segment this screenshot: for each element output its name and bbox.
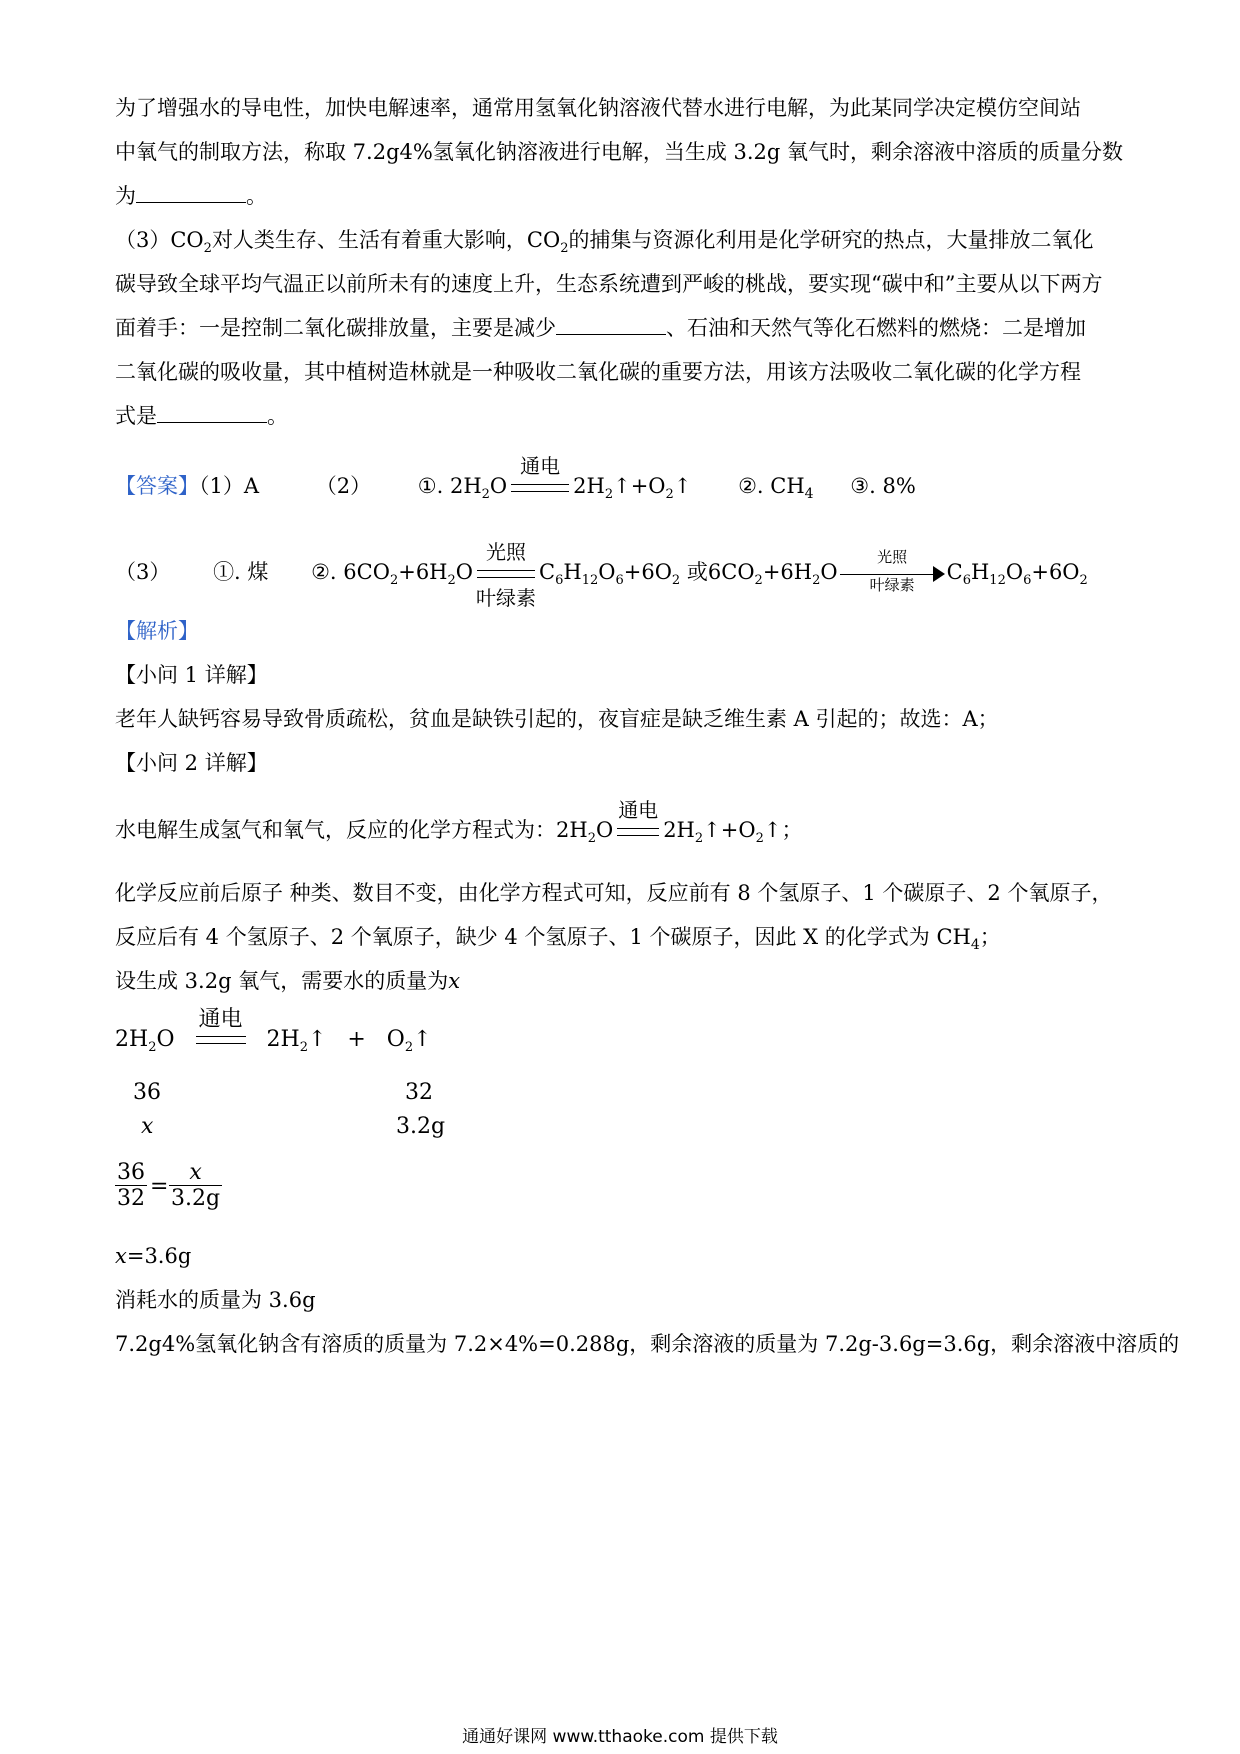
molar-mass-water: 36 (133, 1080, 161, 1105)
question-line-2: 中氧气的制取方法，称取 7.2g4%氢氧化钠溶液进行电解，当生成 3.2g 氧气时，剩余溶液中溶质的质量分数 (115, 140, 1124, 164)
var-x: x (448, 969, 461, 993)
reaction-arrow (509, 453, 571, 502)
ratio-left (115, 1160, 147, 1211)
section-2-line-1: 化学反应前后原子 种类、数目不变，由化学方程式可知，反应前有 8 个氢原子、1 个碳原子、2 个氧原子， (115, 881, 1113, 905)
q3-text: （3）CO (115, 228, 204, 252)
reaction-arrow (194, 1007, 248, 1054)
condition-label: 叶绿素 (869, 575, 915, 594)
var-x: x (115, 1244, 127, 1268)
product: ↑ (673, 474, 692, 498)
punct: ； (979, 925, 1001, 949)
s2-text: 反应后有 4 个氢原子、2 个氧原子，缺少 4 个氢原子、1 个碳原子，因此 X 的化学式为 CH (115, 925, 971, 949)
condition-label: 光照 (877, 547, 908, 566)
denominator: 3.2g (171, 1186, 221, 1211)
photosynthesis-arrow (475, 539, 537, 610)
q3-text: 面着手：一是控制二氧化碳排放量，主要是减少 (115, 316, 556, 340)
q3-line-4: 二氧化碳的吸收量，其中植树造林就是一种吸收二氧化碳的重要方法，用该方法吸收二氧化碳的化学方程 (115, 360, 1081, 384)
consume-line: 消耗水的质量为 3.6g (115, 1288, 316, 1312)
photosynthesis-arrow-alt (840, 547, 945, 594)
q3-line-1: $(3)CO_2$对人类生存、生活有着重大影响，$CO_2$的捕集与资源化利用是化学研究的热点，大量排放二氧化 (115, 228, 1094, 256)
answer-blank (556, 316, 666, 335)
question-line-3 (115, 182, 267, 210)
q3-line-3 (115, 314, 1086, 342)
condition-label: 光照 (486, 539, 526, 564)
x-result (115, 1242, 191, 1270)
answer-2: （2） (315, 474, 372, 498)
equals-sign: = (150, 1174, 169, 1199)
q3-text: 式是 (115, 404, 157, 428)
q3-text: 的捕集与资源化利用是化学研究的热点，大量排放二氧化 (568, 228, 1094, 252)
condition-label: 通电 (520, 453, 561, 478)
answer-tag: 【答案】 (115, 474, 199, 498)
condition-label: 通电 (618, 797, 659, 822)
question-text: 为 (115, 184, 136, 208)
reaction-arrow (615, 797, 661, 846)
last-line: 7.2g4%氢氧化钠含有溶质的质量为 7.2×4%=0.288g，剩余溶液的质量为 7.2g-3.6g=3.6g，剩余溶液中溶质的 (115, 1332, 1180, 1356)
section-1-body: 老年人缺钙容易导致骨质疏松，贫血是缺铁引起的，夜盲症是缺乏维生素 A 引起的；故选：A； (115, 707, 999, 731)
question-line-1: 为了增强水的导电性，加快电解速率，通常用氢氧化钠溶液代替水进行电解，为此某同学决定模仿空间站 (115, 96, 1081, 120)
answer-2-2: ②. CH (738, 474, 805, 498)
answer-3: （3） (115, 560, 171, 584)
product: 2H (573, 474, 605, 498)
molar-mass-oxygen: 32 (405, 1080, 433, 1105)
denominator: 32 (117, 1186, 145, 1211)
answer-3-2: ②. 6CO (311, 560, 390, 584)
numerator: 36 (117, 1160, 145, 1185)
s2-text: 设生成 3.2g 氧气，需要水的质量为 (115, 969, 449, 993)
section-2-line-3 (115, 967, 460, 995)
answer-3-1: ①. 煤 (213, 560, 269, 584)
oxygen-mass: 3.2g (396, 1114, 446, 1139)
calc-equation: $2H_2O$ 通电 $2H_2↑$ + $O_2↑$ (115, 1026, 432, 1054)
page-footer: 通通好课网 www.tthaoke.com 提供下载 (462, 1727, 778, 1747)
product: ↑+O (613, 474, 666, 498)
condition-label: 叶绿素 (476, 585, 536, 610)
answer-line-2: （3） ①. 煤 ②. $6CO_2+6H_2O$ 光照 叶绿素 $C_6H_{12}O_6+6O_2$ 或$6CO_2+6H_2O$ 光照 叶绿素 $C_6H_{12}O_6+6O_2$ (115, 556, 1088, 588)
punct: 。 (267, 404, 288, 428)
punct: 。 (246, 184, 267, 208)
q3-line-2: 碳导致全球平均气温正以前所未有的速度上升，生态系统遭到严峻的桃战，要实现“碳中和”主要从以下两方 (115, 272, 1103, 296)
result-value: =3.6g (126, 1244, 192, 1268)
answer-2-3: ③. 8% (850, 474, 916, 498)
section-2-title: 【小问 2 详解】 (115, 751, 268, 775)
answer-1: （1）A (199, 474, 260, 498)
section-1-title: 【小问 1 详解】 (115, 663, 268, 687)
q3-line-5 (115, 402, 288, 430)
eq-intro: 水电解生成氢气和氧气，反应的化学方程式为： (115, 818, 556, 842)
answer-2-1: ①. 2H (417, 474, 482, 498)
answer-blank (157, 404, 267, 423)
condition-label: 通电 (198, 1007, 243, 1032)
electrolysis-equation: 水电解生成氢气和氧气，反应的化学方程式为：$2H_2O$ 通电 $2H_2↑+O_2↑$； (115, 814, 802, 846)
numerator: x (169, 1160, 222, 1186)
answer-line-1: 【答案】（1）A （2） ①. $2H_2O$ 通电 $2H_2↑+O_2↑$ ②. $CH_4$ ③. 8% (115, 470, 916, 502)
or-text: 或 (686, 560, 708, 584)
section-2-line-2: 反应后有 4 个氢原子、2 个氧原子，缺少 4 个氢原子、1 个碳原子，因此 X 的化学式为 $CH_4$； (115, 925, 1001, 953)
answer-blank (136, 184, 246, 203)
analysis-tag: 【解析】 (115, 619, 199, 643)
q3-text: 对人类生存、生活有着重大影响，CO (211, 228, 561, 252)
unknown-x: x (141, 1114, 154, 1139)
ratio-right (169, 1160, 222, 1211)
q3-text: 、石油和天然气等化石燃料的燃烧：二是增加 (666, 316, 1086, 340)
